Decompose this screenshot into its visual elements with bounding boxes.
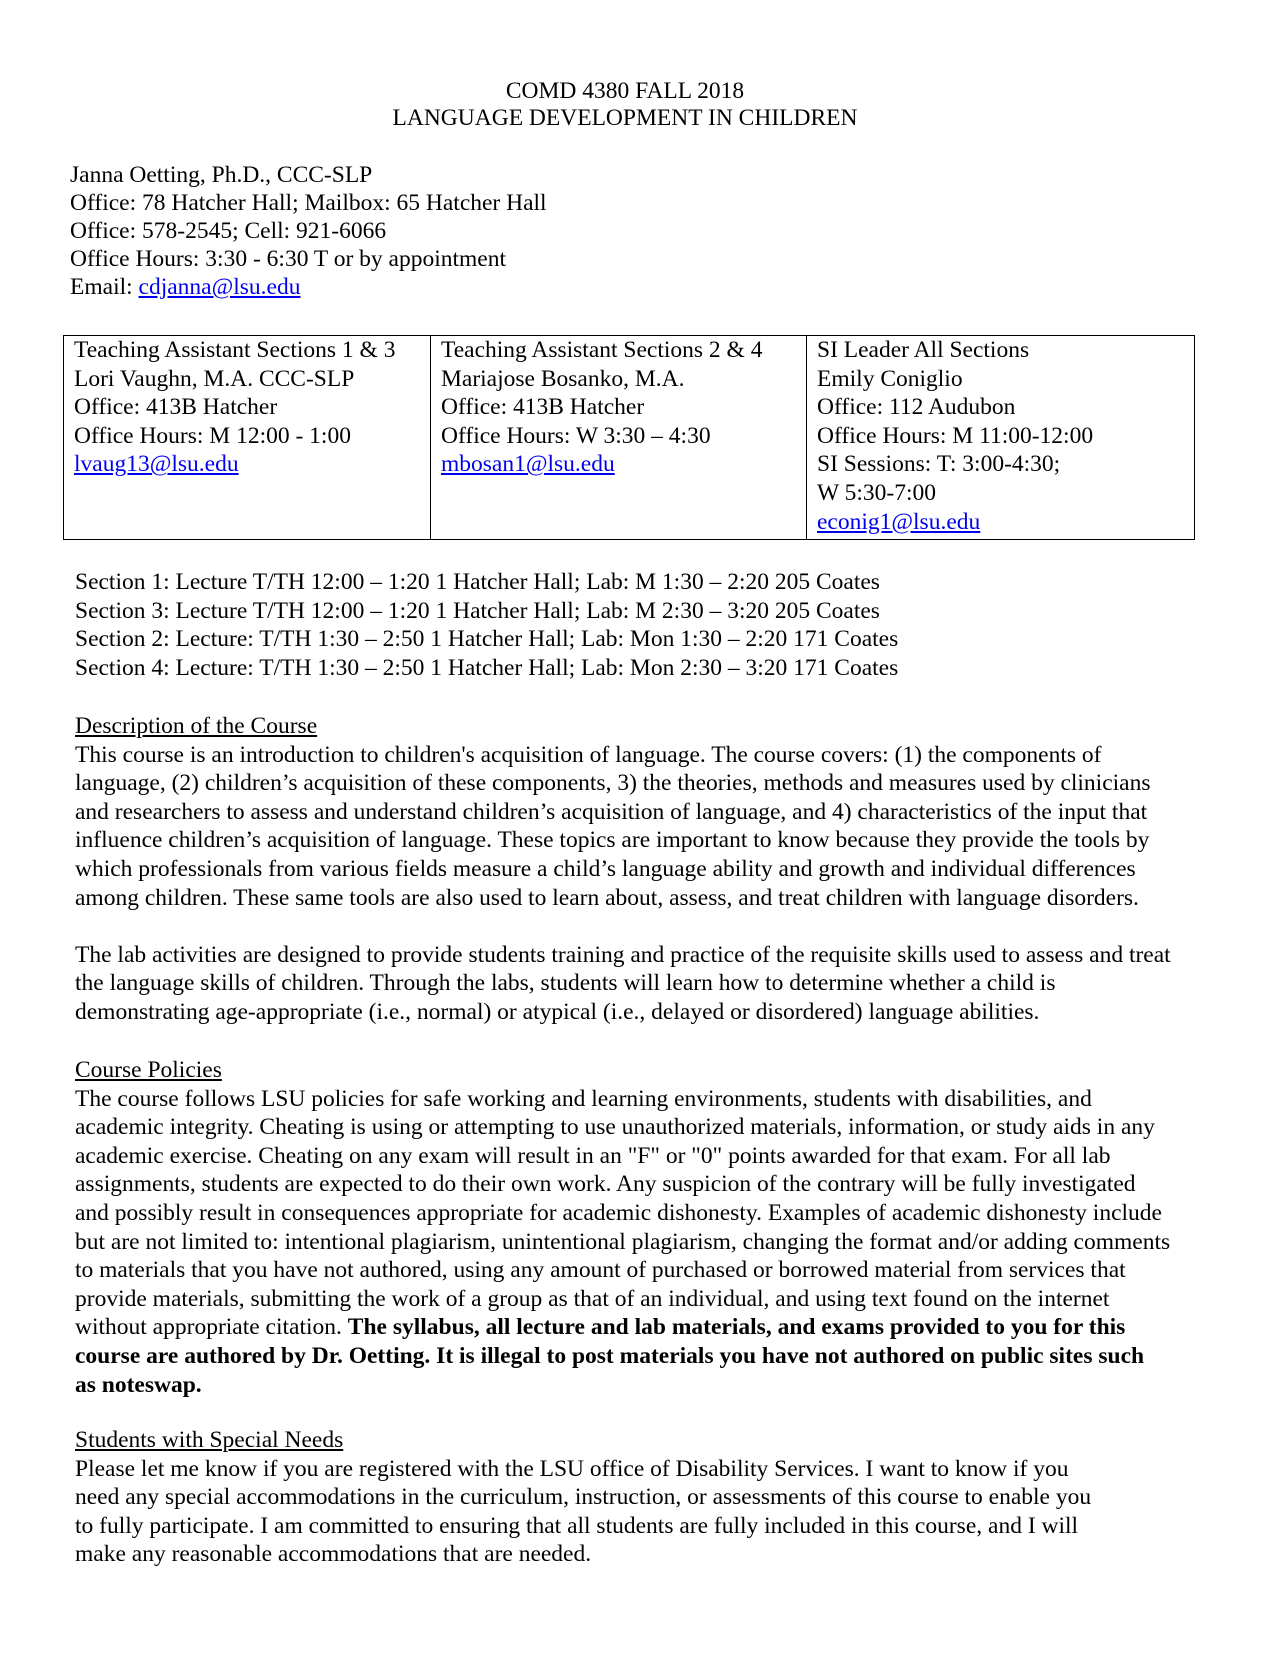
staff-role: SI Leader All Sections [817,337,1030,363]
paragraph-line: The course follows LSU policies for safe working and learning environments, students with disabilities, and [75,1085,1092,1112]
staff-office: Office: 413B Hatcher [74,394,278,421]
paragraph-line: The lab activities are designed to provide students training and practice of the requisite skills used to assess and treat [75,941,1171,968]
section-line: Section 1: Lecture T/TH 12:00 – 1:20 1 Hatcher Hall; Lab: M 1:30 – 2:20 205 Coates [75,569,880,595]
policies-section [75,1056,1170,1399]
paragraph-line: influence children’s acquisition of language. These topics are important to know because they provide the tools by [75,827,1150,854]
paragraph-line: to materials that you have not authored, using any amount of purchased or borrowed material from services that [75,1257,1126,1284]
paragraph-line: among children. These same tools are also used to learn about, assess, and treat children with language disorders. [75,884,1139,911]
bold-notice: The syllabus, all lecture and lab materials, and exams provided to you for this [347,1314,1126,1341]
description-heading: Description of the Course [75,713,318,739]
bold-notice: course are authored by Dr. Oetting. It is illegal to post materials you have not authored on public sites such [75,1342,1145,1369]
staff-email-link[interactable]: lvaug13@lsu.edu [74,451,239,478]
paragraph-line: language, (2) children’s acquisition of these components, 3) the theories, methods and measures used by clinicians [75,770,1151,797]
instructor-phone: Office: 578-2545; Cell: 921-6066 [70,218,387,244]
paragraph-gap [75,912,1171,941]
staff-cell-ta1 [64,336,431,540]
staff-office: Office: 112 Audubon [817,394,1016,421]
course-title: LANGUAGE DEVELOPMENT IN CHILDREN [392,105,858,131]
instructor-office: Office: 78 Hatcher Hall; Mailbox: 65 Hatcher Hall [70,190,547,216]
staff-hours: Office Hours: W 3:30 – 4:30 [441,422,711,449]
staff-table [63,335,1195,540]
instructor-email-line [70,273,300,301]
paragraph-line: demonstrating age-appropriate (i.e., normal) or atypical (i.e., delayed or disordered) language abilities. [75,998,1040,1025]
paragraph-line: assignments, students are expected to do their own work. Any suspicion of the contrary will be fully investigated [75,1171,1136,1198]
staff-name: Emily Coniglio [817,365,963,392]
paragraph-line: and researchers to assess and understand children’s acquisition of language, and 4) characteristics of the input that [75,798,1148,825]
si-sessions: SI Sessions: T: 3:00-4:30; [817,451,1061,478]
instructor-name: Janna Oetting, Ph.D., CCC-SLP [70,162,373,188]
paragraph-line: academic exercise. Cheating on any exam will result in an "F" or "0" points awarded for that exam. For all lab [75,1142,1111,1169]
section-line: Section 2: Lecture: T/TH 1:30 – 2:50 1 Hatcher Hall; Lab: Mon 1:30 – 2:20 171 Coates [75,626,899,653]
staff-role: Teaching Assistant Sections 1 & 3 [74,337,396,363]
instructor-email-link[interactable]: cdjanna@lsu.edu [138,274,301,300]
section-line: Section 4: Lecture: T/TH 1:30 – 2:50 1 Hatcher Hall; Lab: Mon 2:30 – 3:20 171 Coates [75,654,899,681]
paragraph-line: make any reasonable accommodations that are needed. [75,1541,592,1568]
staff-role: Teaching Assistant Sections 2 & 4 [441,337,763,363]
paragraph-line: and possibly result in consequences appropriate for academic dishonesty. Examples of academic dishonesty include [75,1199,1162,1226]
staff-cell-si [807,336,1195,540]
paragraph-line: to fully participate. I am committed to ensuring that all students are fully included in this course, and I will [75,1512,1079,1539]
paragraph-line: the language skills of children. Through the labs, students will learn how to determine whether a child is [75,970,1056,997]
paragraph-line: Please let me know if you are registered with the LSU office of Disability Services. I want to know if you [75,1455,1069,1482]
plain-text: without appropriate citation. [75,1314,348,1341]
section-schedule [75,568,898,682]
email-label: Email: [70,274,139,300]
special-needs-heading: Students with Special Needs [75,1427,344,1453]
staff-hours: Office Hours: M 12:00 - 1:00 [74,422,351,449]
course-code: COMD 4380 FALL 2018 [505,78,745,104]
special-needs-section [75,1426,1091,1569]
si-sessions-cont: W 5:30-7:00 [817,479,937,506]
policies-heading: Course Policies [75,1057,222,1083]
staff-email-link[interactable]: econig1@lsu.edu [817,508,981,535]
paragraph-line: which professionals from various fields measure a child’s language ability and growth and individual differences [75,855,1136,882]
paragraph-line: academic integrity. Cheating is using or attempting to use unauthorized materials, information, or study aids in any [75,1114,1155,1141]
description-section [75,712,1171,1027]
staff-email-link[interactable]: mbosan1@lsu.edu [441,451,615,478]
paragraph-line: but are not limited to: intentional plagiarism, unintentional plagiarism, changing the format and/or adding comments [75,1228,1171,1255]
paragraph-line: need any special accommodations in the curriculum, instruction, or assessments of this course to enable you [75,1484,1092,1511]
section-line: Section 3: Lecture T/TH 12:00 – 1:20 1 Hatcher Hall; Lab: M 2:30 – 3:20 205 Coates [75,597,880,624]
paragraph-line [75,1313,1170,1342]
staff-name: Mariajose Bosanko, M.A. [441,365,685,392]
bold-notice-line [75,1371,1170,1400]
staff-office: Office: 413B Hatcher [441,394,645,421]
bold-notice: as noteswap. [75,1371,202,1398]
paragraph-line: This course is an introduction to children's acquisition of language. The course covers: (1) the components of [75,741,1102,768]
bold-notice-line [75,1342,1170,1371]
staff-hours: Office Hours: M 11:00-12:00 [817,422,1094,449]
staff-cell-ta2 [431,336,807,540]
paragraph-line: provide materials, submitting the work of a group as that of an individual, and using text found on the internet [75,1285,1110,1312]
staff-name: Lori Vaughn, M.A. CCC-SLP [74,365,355,392]
instructor-hours: Office Hours: 3:30 - 6:30 T or by appointment [70,246,507,272]
